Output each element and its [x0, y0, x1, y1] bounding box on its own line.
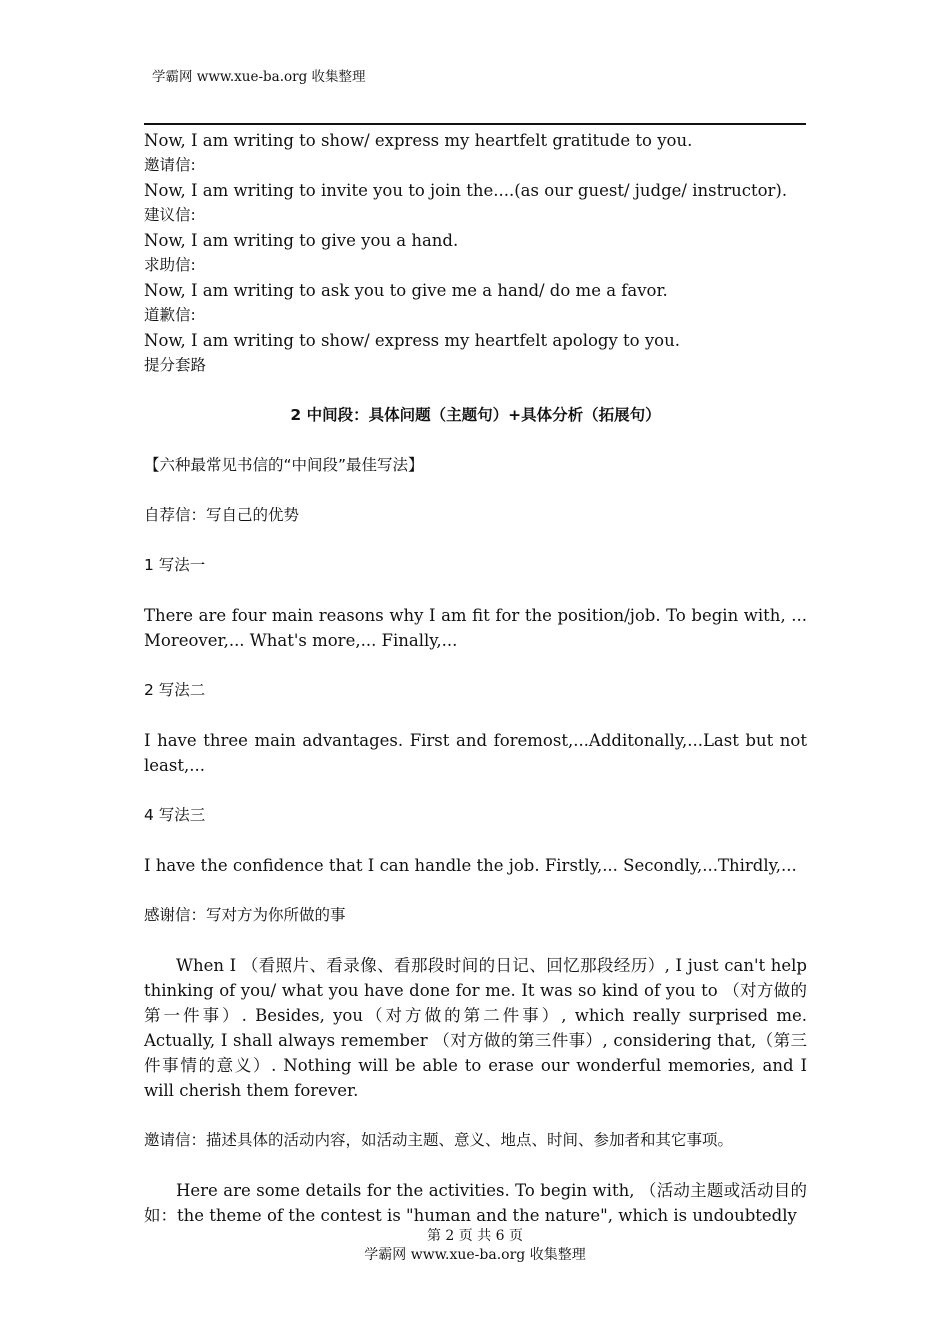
invitation-letter-label: 邀请信:	[144, 156, 196, 174]
header-site-text: 学霸网 www.xue-ba.org 收集整理	[152, 69, 366, 85]
invitation-sentence: Now, I am writing to invite you to join the....(as our guest/ judge/ instructor).	[144, 181, 788, 200]
header-divider	[144, 123, 806, 125]
method-three-text: I have the confidence that I can handle the job. Firstly,... Secondly,...Thirdly,...	[144, 856, 797, 875]
suggestion-sentence: Now, I am writing to give you a hand.	[144, 231, 459, 250]
page-number: 第 2 页 共 6 页	[426, 1228, 524, 1244]
six-letters-title: 【六种最常见书信的“中间段”最佳写法】	[144, 456, 424, 474]
invitation-letter-body: Here are some details for the activities. To begin with, （活动主题或活动目的如：the theme of the contest is "human and the nature", which is undoubtedly	[144, 1181, 807, 1225]
self-recommendation-heading: 自荐信：写自己的优势	[144, 506, 300, 524]
method-three-label: 4 写法三	[144, 806, 206, 824]
thanks-letter-body: When I （看照片、看录像、看那段时间的日记、回忆那段经历）, I just can't help thinking of you/ what you have done for me. It was so kind of you to （对方做的第一件事）. Besides, you（对方做的第二件事）, which really surprised me. Actually, I shall always remember （对方做的第三件事）, considering that,（第三件事情的意义）. Nothing will be able to erase our wonderful memories, and I will cherish them forever.	[144, 956, 807, 1100]
apology-sentence: Now, I am writing to show/ express my heartfelt apology to you.	[144, 331, 680, 350]
method-two-text: I have three main advantages. First and foremost,...Additonally,...Last but not least,...	[144, 731, 807, 775]
method-two-label: 2 写法二	[144, 681, 206, 699]
help-sentence: Now, I am writing to ask you to give me a hand/ do me a favor.	[144, 281, 668, 300]
suggestion-letter-label: 建议信:	[144, 206, 196, 224]
method-one-label: 1 写法一	[144, 556, 206, 574]
gratitude-sentence: Now, I am writing to show/ express my heartfelt gratitude to you.	[144, 131, 693, 150]
document-body	[144, 128, 807, 1228]
help-letter-label: 求助信:	[144, 256, 196, 274]
invitation-letter-heading: 邀请信：描述具体的活动内容，如活动主题、意义、地点、时间、参加者和其它事项。	[144, 1131, 734, 1149]
thanks-letter-heading: 感谢信：写对方为你所做的事	[144, 906, 346, 924]
section-title: 2 中间段：具体问题（主题句）+具体分析（拓展句）	[290, 406, 661, 424]
footer-site-text: 学霸网 www.xue-ba.org 收集整理	[364, 1247, 586, 1263]
page-header	[152, 68, 372, 87]
method-one-text: There are four main reasons why I am fit for the position/job. To begin with, ... Moreover,... What's more,... Finally,...	[144, 606, 807, 650]
apology-letter-label: 道歉信:	[144, 306, 196, 324]
tips-label: 提分套路	[144, 356, 207, 374]
